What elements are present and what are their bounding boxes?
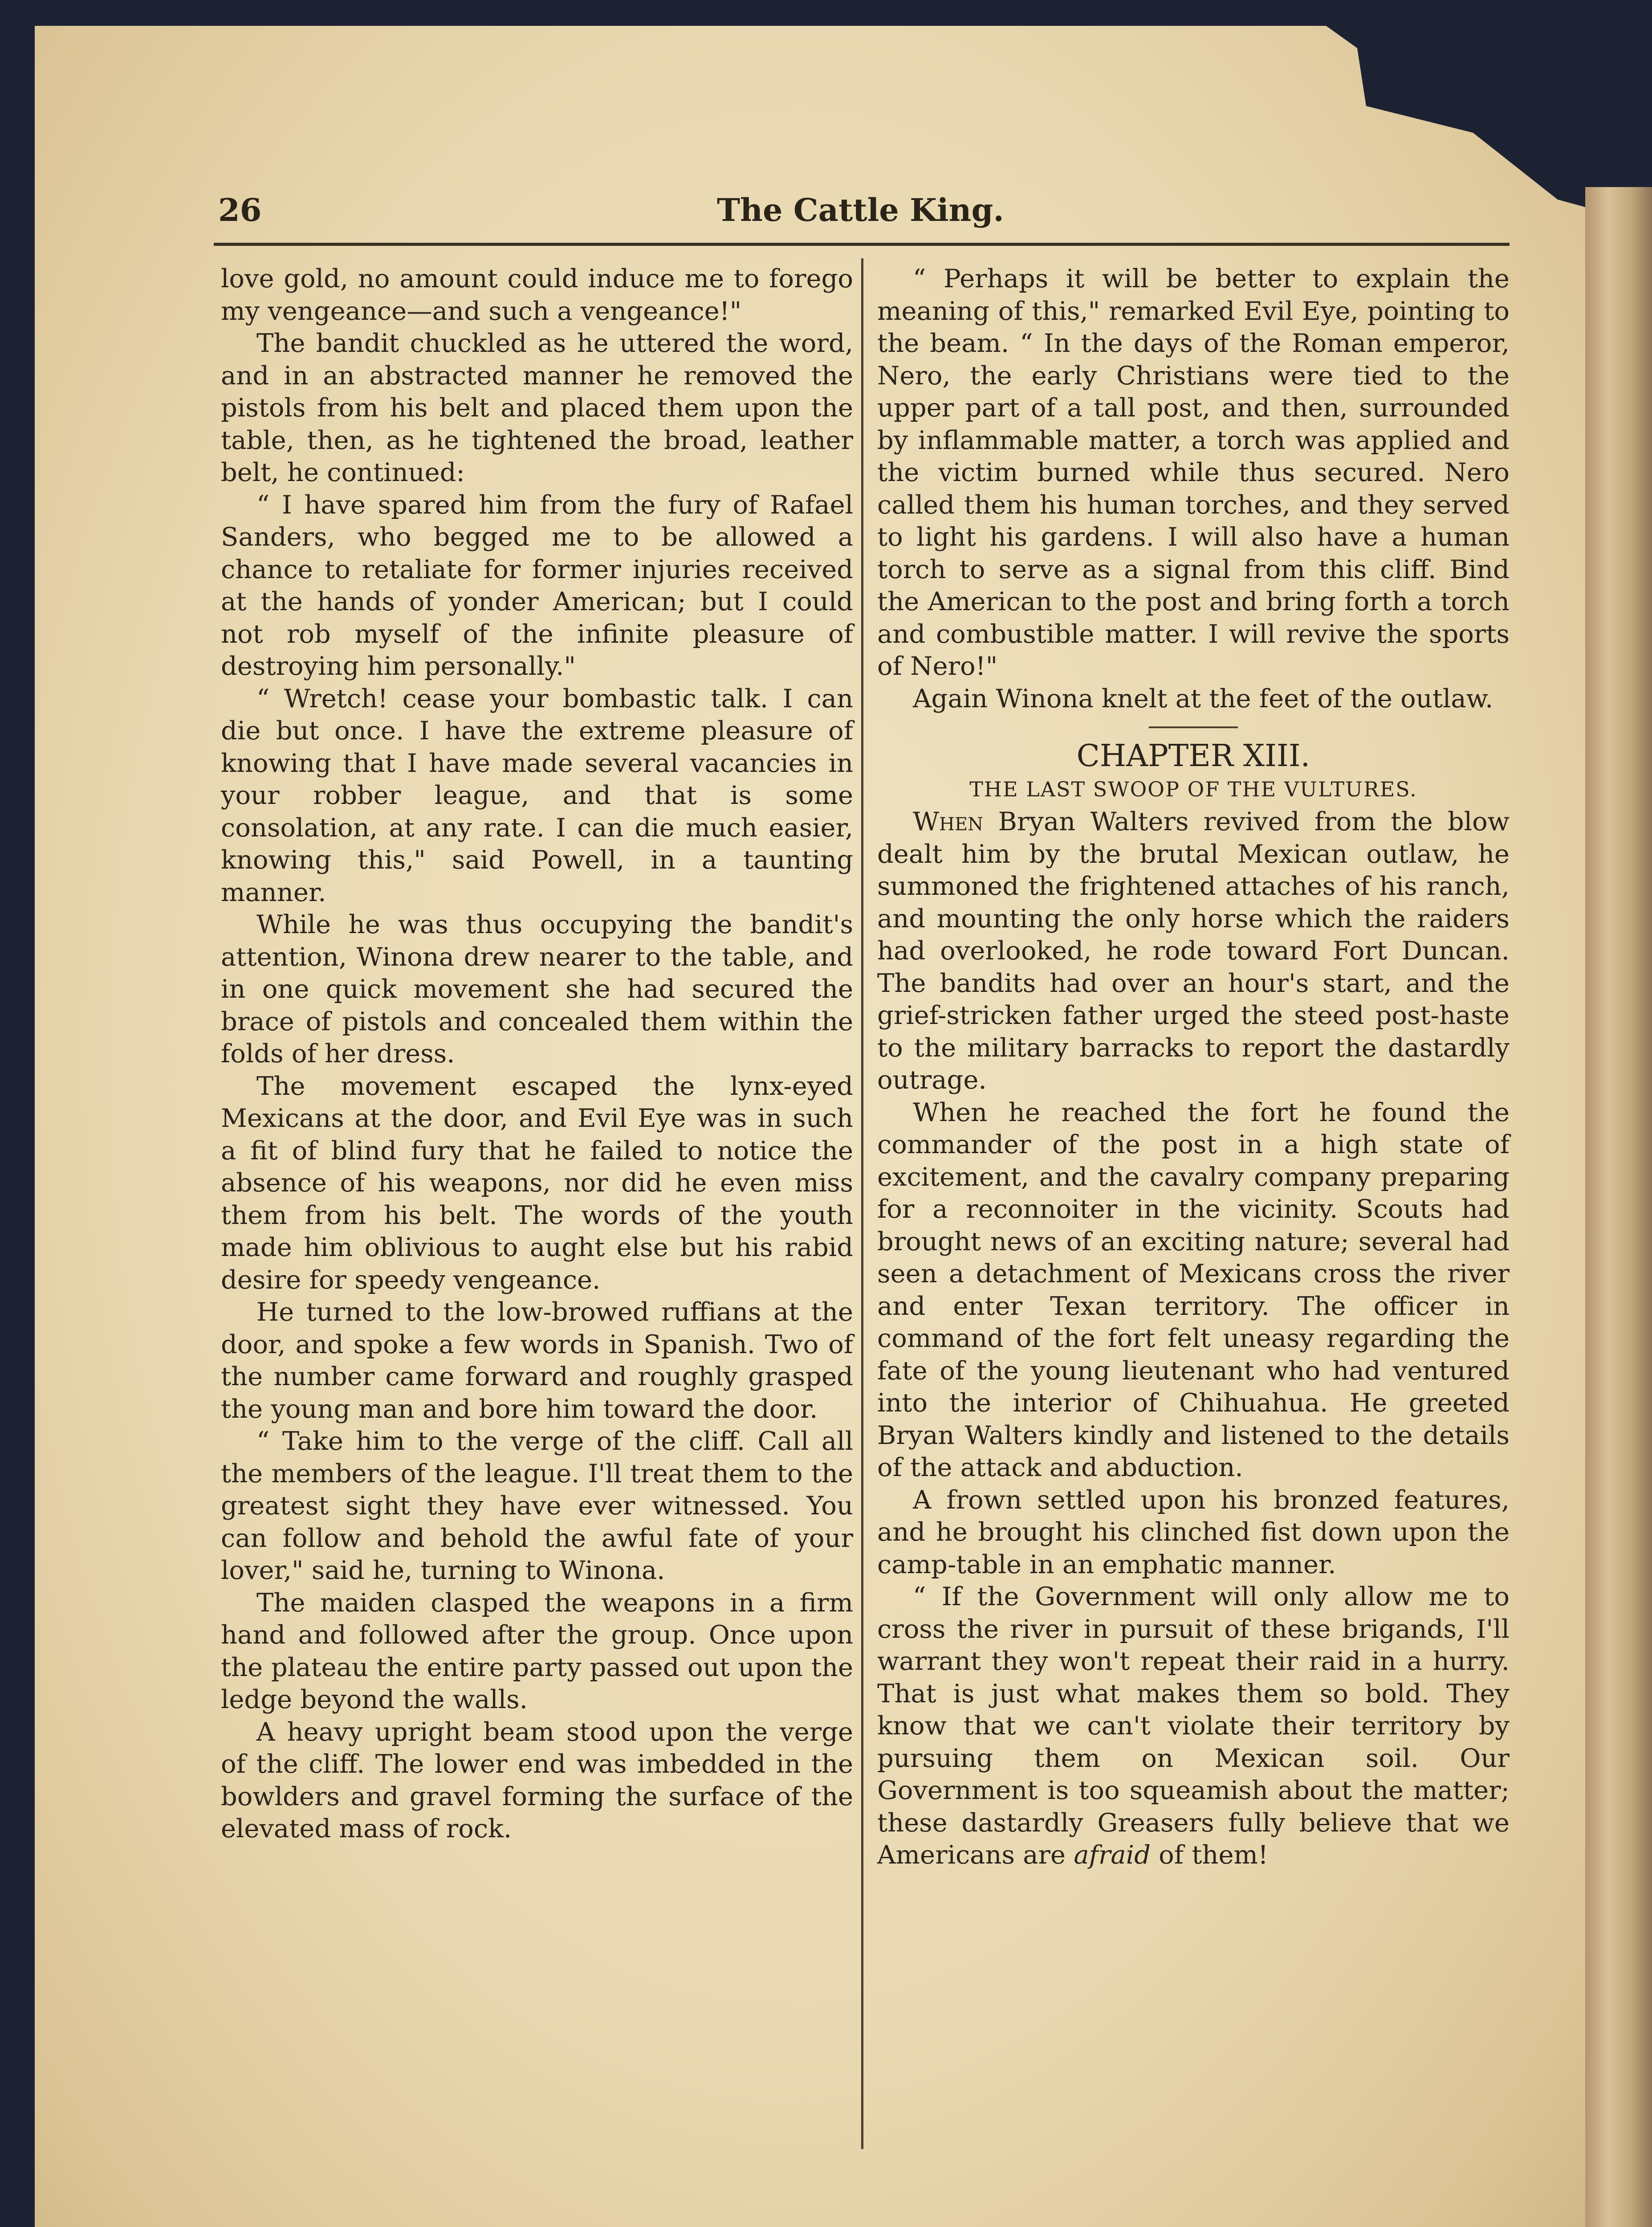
paragraph: A heavy upright beam stood upon the verge of the cliff. The lower end was imbedded in the bowlders and gravel forming the surface of the elevated mass of rock. [221, 1717, 853, 1844]
paragraph: When he reached the fort he found the commander of the post in a high state of excitement, and the cavalry company preparing for a reconnoiter in the vicinity. Scouts had brought news of an exciting nature; several had seen a detachment of Mexicans cross the river and enter Texan territory. The officer in command of the fort felt uneasy regarding the fate of the young lieutenant who had ventured into the interior of Chihuahua. He greeted Bryan Walters kindly and listened to the details of the attack and abduction. [877, 1097, 1510, 1482]
paragraph: “ Take him to the verge of the cliff. Call all the members of the league. I'll treat them to the greatest sight they have ever witnessed. You can follow and behold the awful fate of your lover," said he, turning to Winona. [221, 1426, 853, 1585]
paragraph: The maiden clasped the weapons in a firm hand and followed after the group. Once upon the plateau the entire party passed out upon the ledge beyond the walls. [221, 1587, 853, 1714]
book-spine-edge [1585, 187, 1652, 2227]
paragraph: The bandit chuckled as he uttered the word, and in an abstracted manner he removed the pistols from his belt and placed them upon the table, then, as he tightened the broad, leather belt, he continued: [221, 328, 853, 487]
chapter-title: CHAPTER XIII. [1076, 738, 1310, 774]
paragraph: A frown settled upon his bronzed features, and he brought his clinched fist down upon the camp-table in an emphatic manner. [877, 1485, 1510, 1579]
running-title: The Cattle King. [717, 192, 1004, 228]
right-column [877, 263, 1510, 1872]
paragraph: “ I have spared him from the fury of Rafael Sanders, who begged me to be allowed a chance to retaliate for former injuries received at the hands of yonder American; but I could not rob myself of the infinite pleasure of destroying him personally." [221, 489, 853, 681]
paragraph: love gold, no amount could induce me to forego my vengeance—and such a vengeance!" [221, 264, 853, 326]
section-break-rule [1149, 726, 1238, 728]
paragraph: “ Wretch! cease your bombastic talk. I can die but once. I have the extreme pleasure of knowing that I have made several vacancies in your robber league, and that is some consolation, at any rate. I can die much easier, knowing this," said Powell, in a taunting manner. [221, 683, 853, 907]
page-header [218, 187, 1510, 241]
chapter-subtitle: THE LAST SWOOP OF THE VULTURES. [969, 777, 1417, 801]
italic-word: afraid [1074, 1840, 1151, 1870]
paragraph-text-end: of them! [1150, 1840, 1269, 1870]
paragraph: “ Perhaps it will be better to explain the meaning of this," remarked Evil Eye, pointing to the beam. “ In the days of the Roman emperor, Nero, the early Christians were tied to the upper part of a tall post, and then, surrounded by inflammable matter, a torch was applied and the victim burned while thus secured. Nero called them his human torches, and they served to light his gardens. I will also have a human torch to serve as a signal from this cliff. Bind the American to the post and bring forth a torch and combustible matter. I will revive the sports of Nero!" [877, 264, 1510, 681]
lead-word: When [913, 807, 984, 836]
paragraph: He turned to the low-browed ruffians at the door, and spoke a few words in Spanish. Two of the number came forward and roughly grasped the young man and bore him toward the door. [221, 1297, 853, 1424]
paragraph: Again Winona knelt at the feet of the outlaw. [913, 683, 1493, 714]
left-column [221, 263, 853, 1845]
paragraph-text: Bryan Walters revived from the blow dealt him by the brutal Mexican outlaw, he summoned the frightened attaches of his ranch, and mounting the only horse which the raiders had overlooked, he rode toward Fort Duncan. The bandits had over an hour's start, and the grief-stricken father urged the steed post-haste to the military barracks to report the dastardly outrage. [877, 807, 1510, 1095]
paragraph [877, 806, 1510, 1097]
paragraph [877, 1581, 1510, 1872]
header-rule [214, 243, 1510, 246]
column-divider [861, 258, 863, 2149]
page-number: 26 [218, 192, 262, 228]
paragraph-text: “ If the Government will only allow me to cross the river in pursuit of these brigands, I'll warrant they won't repeat their raid in a hurry. That is just what makes them so bold. They know that we can't violate their territory by pursuing them on Mexican soil. Our Government is too squeamish about the matter; these dastardly Greasers fully believe that we Americans are [877, 1582, 1510, 1870]
paragraph: While he was thus occupying the bandit's attention, Winona drew nearer to the table, and in one quick movement she had secured the brace of pistols and concealed them within the folds of her dress. [221, 910, 853, 1069]
paragraph: The movement escaped the lynx-eyed Mexicans at the door, and Evil Eye was in such a fit of blind fury that he failed to notice the absence of his weapons, nor did he even miss them from his belt. The words of the youth made him oblivious to aught else but his rabid desire for speedy vengeance. [221, 1071, 853, 1295]
